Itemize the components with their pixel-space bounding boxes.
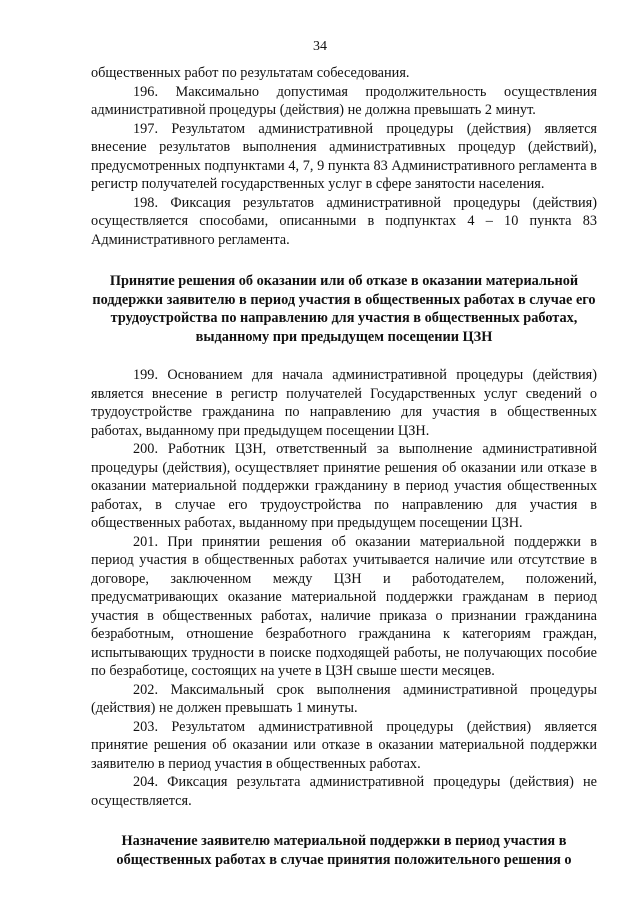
paragraph-196: 196. Максимально допустимая продолжительность осуществления административной процедуры (действия) не должна превышать 2 минут. (91, 83, 597, 118)
paragraph-197: 197. Результатом административной процедуры (действия) является внесение результатов выполнения административных процедур (действий), предусмотренных подпунктами 4, 7, 9 пункта 83 Административного регламента в регистр получателей государственных услуг в сфере занятости населения. (91, 120, 597, 192)
paragraph-203: 203. Результатом административной процедуры (действия) является принятие решения об оказании или отказе в оказании материальной поддержки заявителю в период участия в общественных работах. (91, 718, 597, 772)
paragraph-202: 202. Максимальный срок выполнения административной процедуры (действия) не должен превышать 1 минуты. (91, 681, 597, 716)
section-heading-material-support-assignment: Назначение заявителю материальной поддержки в период участия в общественных работах в случае принятия положительного решения о (116, 833, 572, 868)
paragraph-204: 204. Фиксация результата административной процедуры (действия) не осуществляется. (91, 774, 597, 809)
paragraph-201: 201. При принятии решения об оказании материальной поддержки в период участия в общественных работах учитывается наличие или отсутствие в договоре, заключенном между ЦЗН и работодателем, положений, предусматривающих оказание материальной поддержки гражданам в период участия в общественных работах, наличие приказа о признании гражданина безработным, отношение безработного гражданина к категориям граждан, испытывающих трудности в поиске подходящей работы, не получающих пособие по безработице, состоящих на учете в ЦЗН свыше шести месяцев. (91, 533, 597, 679)
paragraph-198: 198. Фиксация результатов административной процедуры (действия) осуществляется способами, описанными в подпунктах 4 – 10 пункта 83 Административного регламента. (91, 194, 597, 248)
paragraph-199: 199. Основанием для начала административной процедуры (действия) является внесение в регистр получателей Государственных услуг сведений о трудоустройстве гражданина по направлению для участия в общественных работах, выданному при предыдущем посещении ЦЗН. (91, 367, 597, 439)
paragraph-continuation: общественных работ по результатам собеседования. (91, 65, 410, 81)
paragraph-200: 200. Работник ЦЗН, ответственный за выполнение административной процедуры (действия), осуществляет принятие решения об оказании или отказе в оказании материальной поддержки гражданину в период участия общественных работах, в случае его трудоустройства по направлению для участия в общественных работах, выданному при предыдущем посещении ЦЗН. (91, 441, 597, 531)
section-heading-material-support-decision: Принятие решения об оказании или об отказе в оказании материальной поддержки заявителю в период участия в общественных работах в случае его трудоустройства по направлению для участия в общественных работах, выданному при предыдущем посещении ЦЗН (92, 273, 596, 345)
page-number: 34 (313, 39, 327, 54)
document-body (91, 64, 597, 869)
